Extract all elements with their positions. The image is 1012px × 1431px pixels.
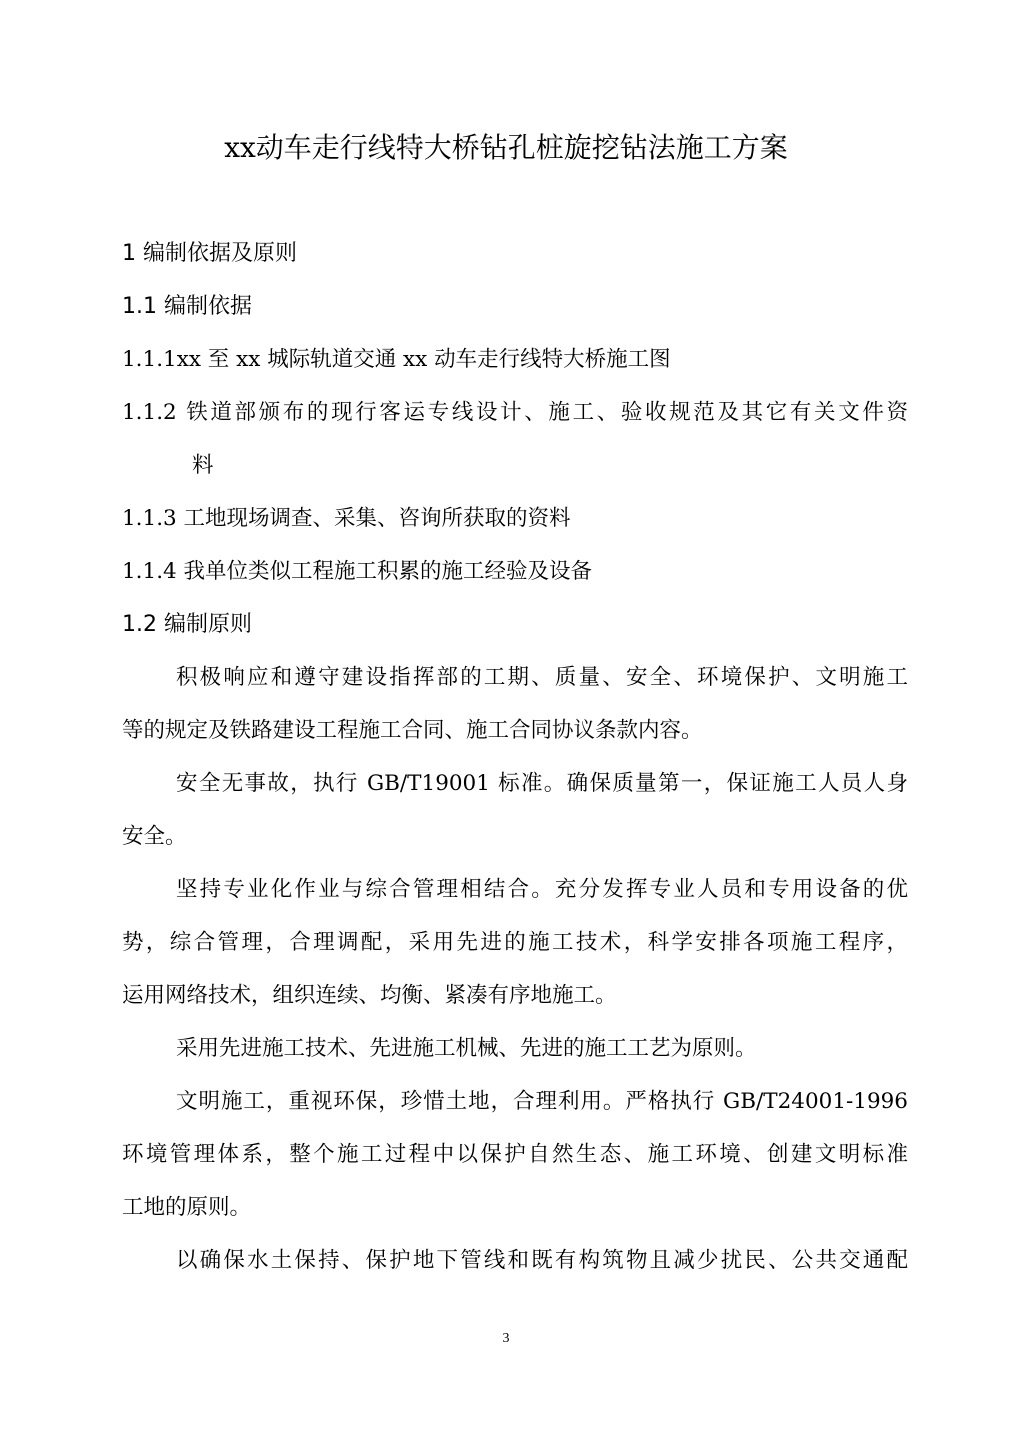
paragraph-2-line-1: 安全无事故，执行 GB/T19001 标准。确保质量第一，保证施工人员人身 — [176, 771, 908, 796]
paragraph-3-line-3: 运用网络技术，组织连续、均衡、紧凑有序地施工。 — [122, 983, 617, 1008]
list-item-1-1-3: 1.1.3 工地现场调查、采集、咨询所获取的资料 — [122, 506, 571, 531]
section-heading-1: 1 编制依据及原则 — [122, 241, 297, 266]
paragraph-5-line-3: 工地的原则。 — [122, 1195, 252, 1220]
list-item-1-1-2-line-1: 1.1.2 铁道部颁布的现行客运专线设计、施工、验收规范及其它有关文件资 — [122, 400, 908, 425]
paragraph-1-line-2: 等的规定及铁路建设工程施工合同、施工合同协议条款内容。 — [122, 718, 703, 743]
list-item-1-1-2-line-2: 料 — [192, 453, 214, 478]
paragraph-3-line-2: 势，综合管理，合理调配，采用先进的施工技术，科学安排各项施工程序， — [122, 930, 908, 955]
paragraph-5-line-1: 文明施工，重视环保，珍惜土地，合理利用。严格执行 GB/T24001-1996 — [176, 1089, 908, 1114]
list-item-1-1-1: 1.1.1xx 至 xx 城际轨道交通 xx 动车走行线特大桥施工图 — [122, 347, 671, 372]
section-heading-1-2: 1.2 编制原则 — [122, 612, 252, 637]
paragraph-4-line-1: 采用先进施工技术、先进施工机械、先进的施工工艺为原则。 — [176, 1036, 757, 1061]
paragraph-6-line-1: 以确保水土保持、保护地下管线和既有构筑物且减少扰民、公共交通配 — [176, 1248, 908, 1273]
section-heading-1-1: 1.1 编制依据 — [122, 294, 252, 319]
list-item-1-1-4: 1.1.4 我单位类似工程施工积累的施工经验及设备 — [122, 559, 593, 584]
paragraph-3-line-1: 坚持专业化作业与综合管理相结合。充分发挥专业人员和专用设备的优 — [176, 877, 908, 902]
paragraph-5-line-2: 环境管理体系，整个施工过程中以保护自然生态、施工环境、创建文明标准 — [122, 1142, 908, 1167]
paragraph-2-line-2: 安全。 — [122, 824, 187, 849]
document-title: xx动车走行线特大桥钻孔桩旋挖钻法施工方案 — [224, 131, 788, 164]
page-number: 3 — [502, 1331, 510, 1346]
paragraph-1-line-1: 积极响应和遵守建设指挥部的工期、质量、安全、环境保护、文明施工 — [176, 665, 908, 690]
